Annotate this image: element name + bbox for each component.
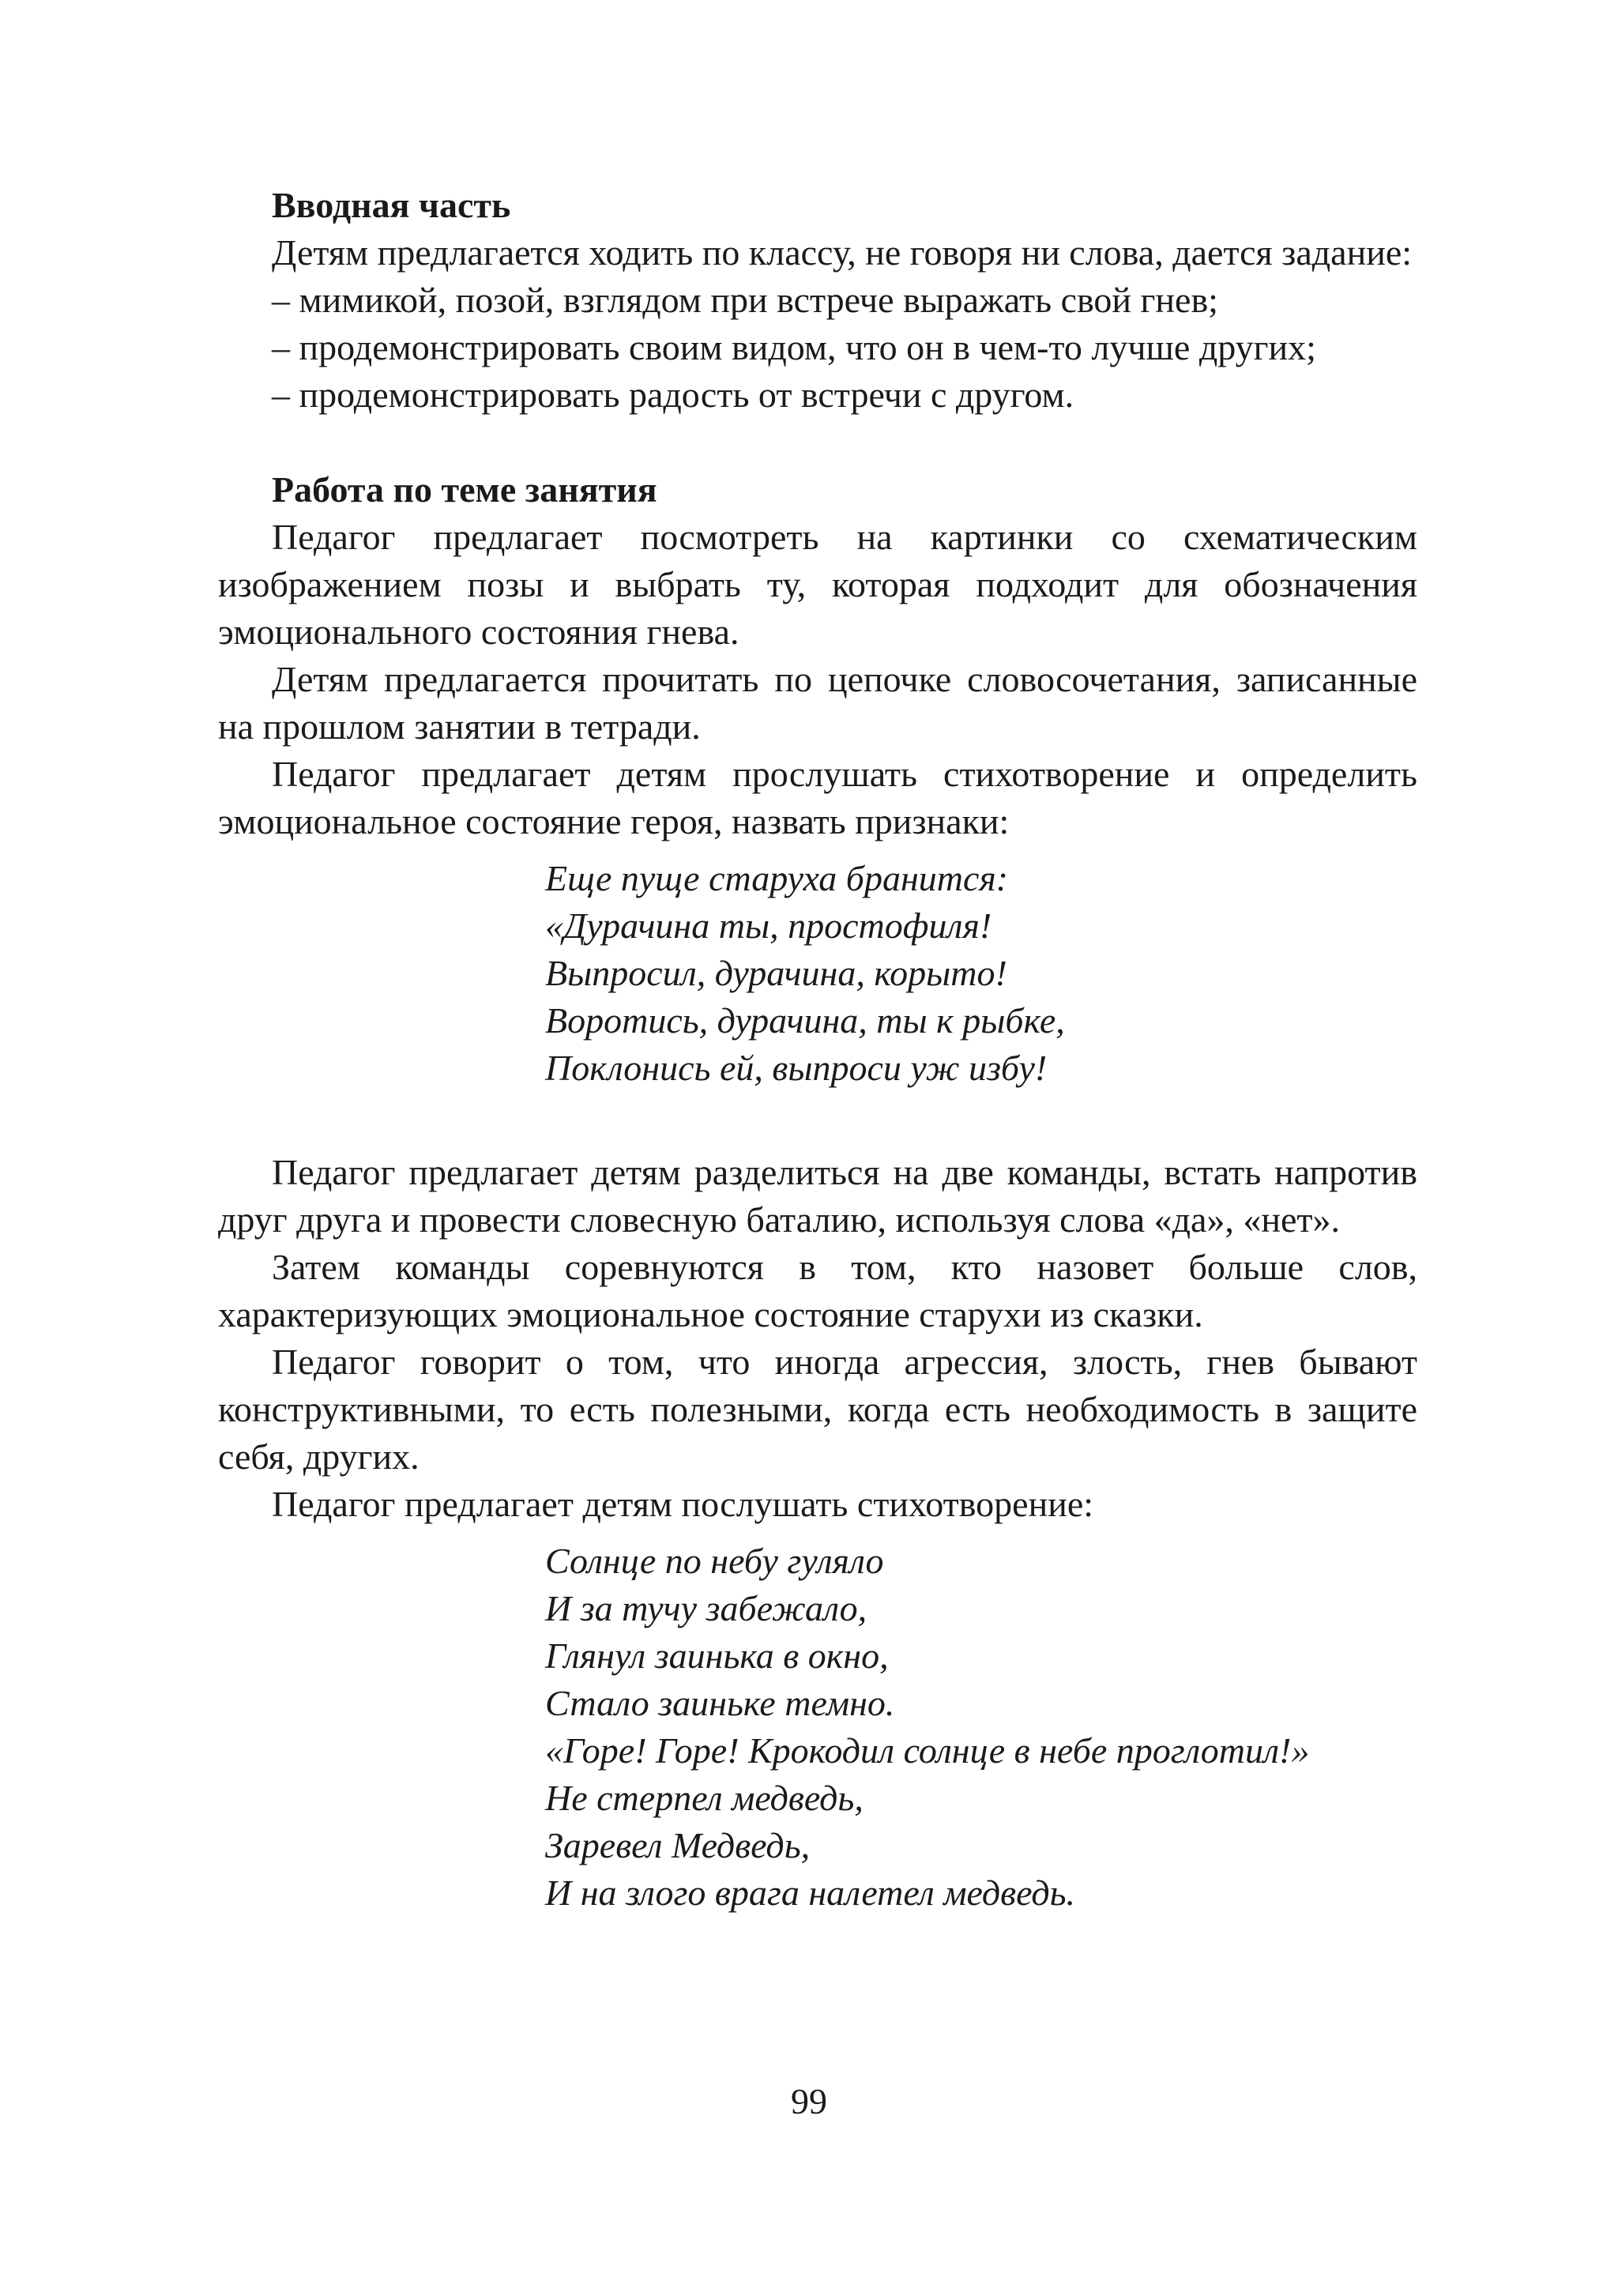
poem-crocodile [545, 1538, 1417, 1917]
task-list [218, 277, 1417, 419]
paragraph: Педагог предлагает детям разделиться на две команды, встать напротив друг друга и провести словесную баталию, используя слова «да», «нет». [218, 1152, 1417, 1240]
intro-paragraph: Детям предлагается ходить по классу, не говоря ни слова, дается задание: [272, 232, 1413, 273]
section-title-intro: Вводная часть [272, 185, 511, 225]
list-item: – продемонстрировать своим видом, что он в чем-то лучше других; [272, 327, 1316, 367]
page-number: 99 [791, 2081, 827, 2121]
paragraph: Педагог предлагает детям послушать стихотворение: [272, 1484, 1094, 1524]
poem-line: Поклонись ей, выпроси уж избу! [545, 1048, 1048, 1088]
paragraph: Педагог предлагает посмотреть на картинки со схематическим изображением позы и выбрать ту, которая подходит для обозначения эмоционального состояния гнева. [218, 517, 1417, 652]
poem-line: Еще пуще старуха бранится: [545, 858, 1009, 898]
poem-line: Стало заиньке темно. [545, 1683, 895, 1723]
paragraph: Детям предлагается прочитать по цепочке словосочетания, записанные на прошлом занятии в тетради. [218, 659, 1417, 747]
poem-line: И на злого врага налетел медведь. [545, 1873, 1076, 1913]
section-title-work: Работа по теме занятия [272, 469, 657, 510]
poem-line: Воротись, дурачина, ты к рыбке, [545, 1000, 1065, 1041]
list-item: – продемонстрировать радость от встречи с другом. [272, 375, 1074, 415]
list-item: – мимикой, позой, взглядом при встрече выражать свой гнев; [272, 280, 1218, 320]
poem-old-woman [545, 855, 1417, 1092]
paragraph: Затем команды соревнуются в том, кто назовет больше слов, характеризующих эмоциональное состояние старухи из сказки. [218, 1247, 1417, 1334]
poem-line: И за тучу забежало, [545, 1588, 867, 1628]
book-page [218, 182, 1417, 1917]
poem-line: Заревел Медведь, [545, 1825, 811, 1865]
poem-spacer [218, 1092, 1417, 1149]
poem-line: Не стерпел медведь, [545, 1778, 864, 1818]
paragraph: Педагог предлагает детям прослушать стихотворение и определить эмоциональное состояние героя, назвать признаки: [218, 754, 1417, 841]
poem-line: Выпросил, дурачина, корыто! [545, 953, 1007, 993]
poem-line: «Горе! Горе! Крокодил солнце в небе проглотил!» [545, 1730, 1310, 1771]
poem-line: «Дурачина ты, простофиля! [545, 905, 992, 946]
section-spacer [218, 419, 1417, 466]
paragraph: Педагог говорит о том, что иногда агрессия, злость, гнев бывают конструктивными, то есть полезными, когда есть необходимость в защите себя, других. [218, 1342, 1417, 1477]
poem-line: Солнце по небу гуляло [545, 1541, 884, 1581]
poem-line: Глянул заинька в окно, [545, 1635, 889, 1676]
